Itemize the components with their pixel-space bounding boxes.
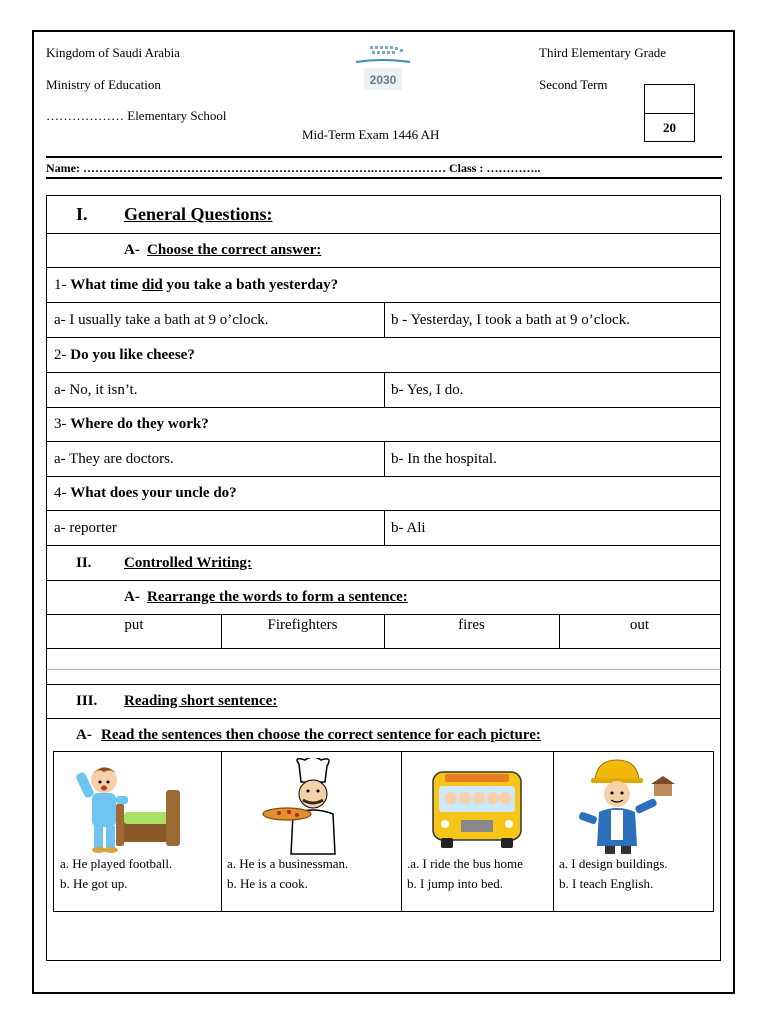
- section-3-title-row: [46, 684, 721, 719]
- word-3: fires: [458, 617, 485, 633]
- question-3-options: [46, 441, 721, 477]
- picture-1-option-a[interactable]: a. He played football.: [60, 856, 173, 871]
- section-3-title: Reading short sentence:: [124, 693, 278, 709]
- answer-line-row[interactable]: [46, 648, 721, 670]
- section-2-part-a-row: [46, 580, 721, 615]
- question-3-option-a[interactable]: a- They are doctors.: [54, 450, 174, 467]
- picture-4-cell: [553, 752, 713, 911]
- svg-text:2030: 2030: [369, 73, 397, 87]
- section-1-title-row: [46, 195, 721, 234]
- chef-icon: [221, 758, 401, 856]
- picture-3-option-a[interactable]: .a. I ride the bus home: [407, 856, 523, 871]
- question-2-option-a[interactable]: a- No, it isn’t.: [54, 381, 138, 398]
- answer-line-spacer: [46, 669, 721, 685]
- word-4: out: [629, 617, 650, 633]
- picture-table: [53, 751, 714, 912]
- question-1-text: 1- What time did you take a bath yesterday?: [54, 276, 339, 293]
- section-2-part-a-prefix: A-: [124, 589, 140, 605]
- name-class-line: Name: ……………………………………………………………….……………… Class : …………..: [46, 161, 541, 175]
- question-4-text: 4- What does your uncle do?: [54, 485, 237, 501]
- score-box: [644, 84, 695, 142]
- ministry-label: Ministry of Education: [46, 77, 161, 92]
- grade-label: Third Elementary Grade: [539, 45, 667, 60]
- exam-title: Mid-Term Exam 1446 AH: [302, 127, 440, 142]
- question-2-text: 2- Do you like cheese?: [54, 346, 195, 363]
- picture-4-option-a[interactable]: a. I design buildings.: [559, 856, 668, 871]
- section-2-title-row: [46, 545, 721, 581]
- word-1: put: [124, 617, 144, 633]
- section-3-part-a-title: Read the sentences then choose the correct sentence for each picture:: [101, 726, 541, 743]
- question-2-row: [46, 337, 721, 373]
- picture-4-option-b[interactable]: b. I teach English.: [559, 876, 654, 891]
- ministry-logo-icon: [348, 44, 418, 94]
- section-3-part-a-prefix: A-: [76, 726, 92, 743]
- question-2-option-b[interactable]: b- Yes, I do.: [391, 381, 464, 398]
- picture-2-option-a[interactable]: a. He is a businessman.: [227, 856, 349, 871]
- section-2-number: II.: [76, 554, 92, 571]
- picture-1-option-b[interactable]: b. He got up.: [60, 876, 128, 891]
- picture-3-cell: [401, 752, 553, 911]
- score-total: 20: [663, 120, 676, 135]
- question-2-options: [46, 372, 721, 408]
- section-1-number: I.: [76, 204, 88, 224]
- question-3-row: [46, 407, 721, 442]
- picture-3-option-b[interactable]: b. I jump into bed.: [407, 876, 504, 891]
- school-bus-icon: [401, 758, 553, 856]
- question-4-row: [46, 476, 721, 511]
- section-1-part-a-row: [46, 233, 721, 268]
- section-2-part-a-title: Rearrange the words to form a sentence:: [147, 589, 408, 605]
- section-3-part-a-row: [46, 718, 721, 751]
- question-4-option-b[interactable]: b- Ali: [391, 519, 426, 536]
- picture-2-cell: [221, 752, 401, 911]
- question-1-option-b[interactable]: b - Yesterday, I took a bath at 9 o’clock.: [391, 311, 630, 328]
- kingdom-label: Kingdom of Saudi Arabia: [46, 45, 180, 60]
- section-1-part-a-prefix: A-: [124, 242, 140, 258]
- section-1-part-a-title: Choose the correct answer:: [147, 242, 322, 258]
- question-4-options: [46, 510, 721, 546]
- question-4-option-a[interactable]: a- reporter: [54, 519, 117, 536]
- header-rule-bottom: [46, 177, 722, 179]
- waking-boy-icon: [54, 758, 221, 856]
- section-3-number: III.: [76, 693, 98, 709]
- picture-2-option-b[interactable]: b. He is a cook.: [227, 876, 308, 891]
- header-rule-top: [46, 156, 722, 158]
- section-1-title: General Questions:: [124, 204, 273, 224]
- question-1-options: [46, 302, 721, 338]
- section-2-title: Controlled Writing:: [124, 554, 252, 571]
- word-bank-row: [46, 614, 721, 649]
- question-3-text: 3- Where do they work?: [54, 416, 209, 432]
- word-2: Firefighters: [267, 617, 338, 633]
- term-label: Second Term: [539, 77, 608, 92]
- school-label: ……………… Elementary School: [46, 108, 227, 123]
- question-1-option-a[interactable]: a- I usually take a bath at 9 o’clock.: [54, 311, 269, 328]
- question-3-option-b[interactable]: b- In the hospital.: [391, 450, 497, 467]
- question-1-row: [46, 267, 721, 303]
- picture-1-cell: [54, 752, 221, 911]
- engineer-icon: [553, 758, 713, 856]
